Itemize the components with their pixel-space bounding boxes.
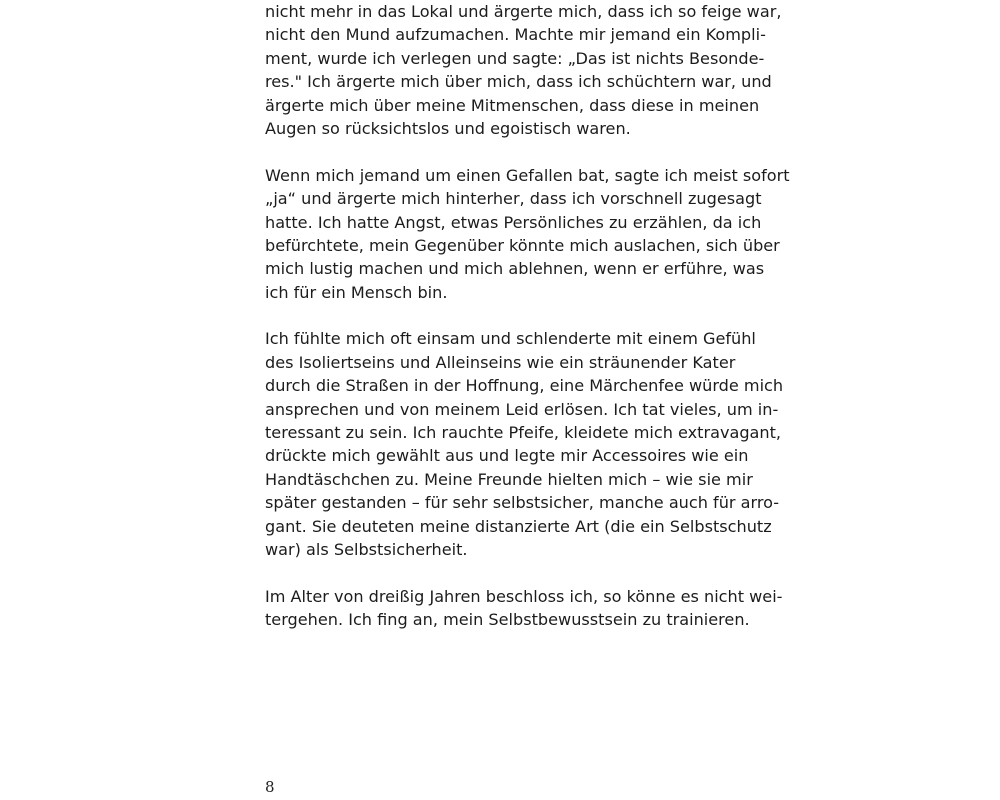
paragraph-1 <box>265 0 782 140</box>
text-line: ärgerte mich über meine Mitmenschen, dass diese in meinen <box>265 95 760 115</box>
paragraph-4 <box>265 585 783 632</box>
text-line: befürchtete, mein Gegenüber könnte mich auslachen, sich über <box>265 235 780 255</box>
paragraph-2 <box>265 164 790 304</box>
text-line: des Isoliertseins und Alleinseins wie ein sträunender Kater <box>265 352 736 372</box>
text-line: nicht den Mund aufzumachen. Machte mir jemand ein Kompli- <box>265 25 766 45</box>
text-line: ansprechen und von meinem Leid erlösen. Ich tat vieles, um in- <box>265 399 779 419</box>
text-line: nicht mehr in das Lokal und ärgerte mich, dass ich so feige war, <box>265 2 782 21</box>
text-line: res." Ich ärgerte mich über mich, dass ich schüchtern war, und <box>265 72 772 92</box>
text-line: hatte. Ich hatte Angst, etwas Persönliches zu erzählen, da ich <box>265 212 762 232</box>
paragraph-3 <box>265 327 784 561</box>
text-line: durch die Straßen in der Hoffnung, eine Märchenfee würde mich <box>265 376 784 396</box>
text-line: später gestanden – für sehr selbstsicher, manche auch für arro- <box>265 493 780 513</box>
text-line: drückte mich gewählt aus und legte mir Accessoires wie ein <box>265 446 749 466</box>
text-line: Ich fühlte mich oft einsam und schlenderte mit einem Gefühl <box>265 329 756 349</box>
text-line: „ja“ und ärgerte mich hinterher, dass ich vorschnell zugesagt <box>265 189 762 209</box>
text-line: Wenn mich jemand um einen Gefallen bat, sagte ich meist sofort <box>265 165 790 185</box>
text-line: war) als Selbstsicherheit. <box>265 539 468 559</box>
text-line: tergehen. Ich fing an, mein Selbstbewusstsein zu trainieren. <box>265 610 750 630</box>
text-line: teressant zu sein. Ich rauchte Pfeife, kleidete mich extravagant, <box>265 423 782 443</box>
text-line: ment, wurde ich verlegen und sagte: „Das ist nichts Besonde- <box>265 48 765 68</box>
paragraph-spacer <box>265 140 735 163</box>
body-text <box>265 0 790 632</box>
text-line: Im Alter von dreißig Jahren beschloss ich, so könne es nicht wei- <box>265 586 783 606</box>
text-line: gant. Sie deuteten meine distanzierte Art (die ein Selbstschutz <box>265 516 772 536</box>
text-line: ich für ein Mensch bin. <box>265 282 448 302</box>
paragraph-spacer <box>265 304 735 327</box>
text-line: Augen so rücksichtslos und egoistisch waren. <box>265 118 631 138</box>
text-line: Handtäschchen zu. Meine Freunde hielten mich – wie sie mir <box>265 469 753 489</box>
page-number: 8 <box>265 778 275 796</box>
paragraph-spacer <box>265 561 735 584</box>
text-line: mich lustig machen und mich ablehnen, wenn er erführe, was <box>265 259 765 279</box>
